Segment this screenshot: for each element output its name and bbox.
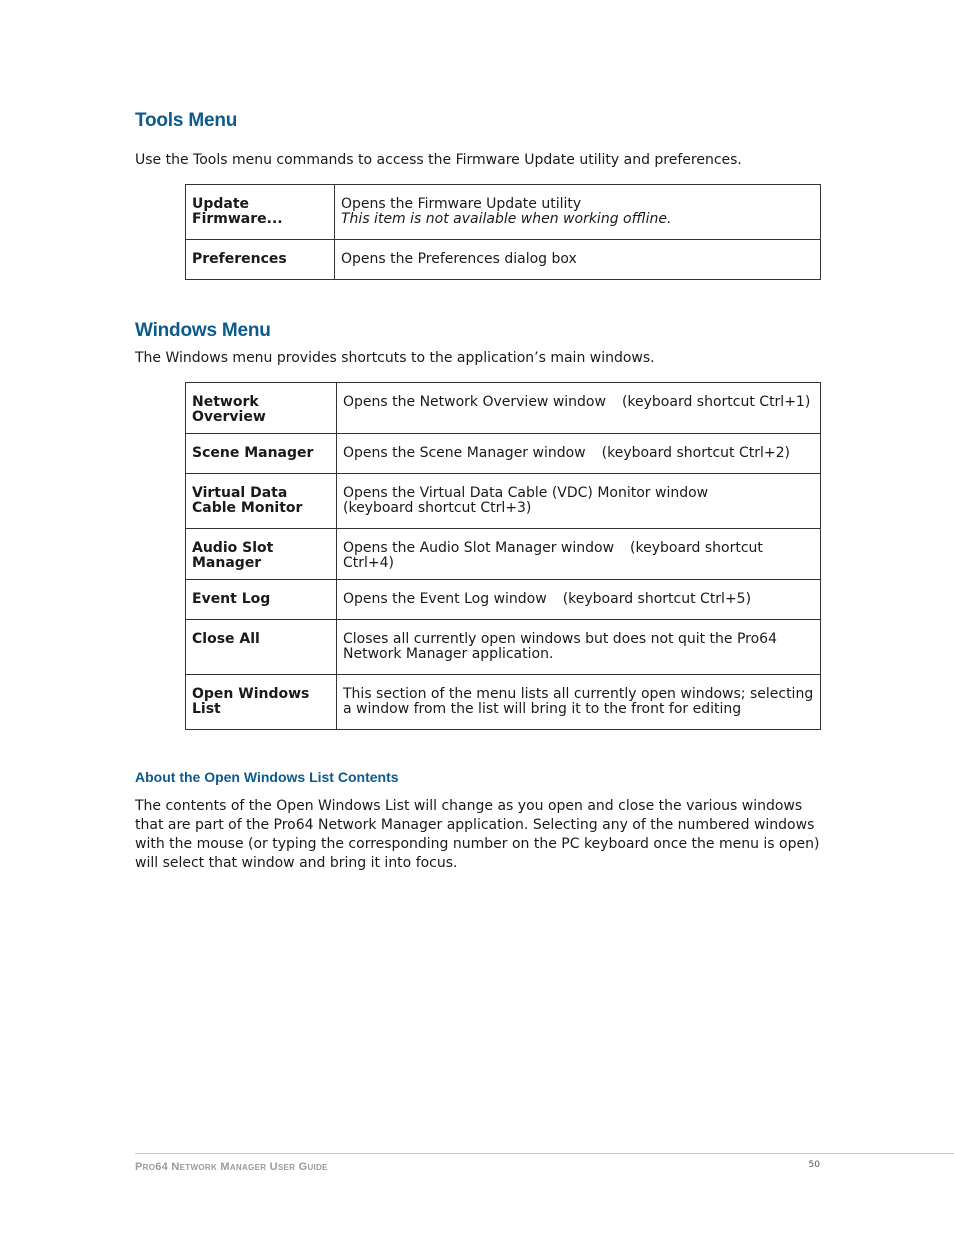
footer-divider	[135, 1153, 954, 1154]
row-description	[337, 383, 821, 434]
row-description	[337, 529, 821, 580]
row-description-text: Opens the Scene Manager window	[343, 445, 586, 461]
windows-menu-heading: Windows Menu	[135, 320, 271, 341]
about-open-windows-heading: About the Open Windows List Contents	[135, 769, 399, 785]
row-label: Close All	[186, 620, 337, 675]
row-description	[337, 580, 821, 620]
table-row	[186, 620, 821, 675]
row-description-text: Opens the Firmware Update utility	[341, 196, 582, 212]
row-label: Scene Manager	[186, 434, 337, 474]
table-row	[186, 529, 821, 580]
table-row	[186, 675, 821, 730]
row-description-text: Opens the Event Log window	[343, 591, 547, 607]
windows-menu-intro: The Windows menu provides shortcuts to the application’s main windows.	[135, 350, 655, 366]
tools-menu-intro: Use the Tools menu commands to access the Firmware Update utility and preferences.	[135, 152, 742, 168]
row-description	[337, 474, 821, 529]
row-description: Closes all currently open windows but does not quit the Pro64 Network Manager application.	[337, 620, 821, 675]
table-row	[186, 185, 821, 240]
row-shortcut: (keyboard shortcut Ctrl+2)	[601, 445, 790, 461]
row-description-text: Opens the Virtual Data Cable (VDC) Monitor window	[343, 485, 709, 501]
footer-title: Pro64 Network Manager User Guide	[135, 1161, 328, 1173]
row-description-text: Opens the Network Overview window	[343, 394, 606, 410]
table-row	[186, 474, 821, 529]
row-description	[337, 434, 821, 474]
row-note: This item is not available when working offline.	[341, 211, 672, 227]
tools-menu-table	[185, 184, 821, 280]
row-label: Event Log	[186, 580, 337, 620]
table-row	[186, 580, 821, 620]
row-label: Open Windows List	[186, 675, 337, 730]
row-label: Audio Slot Manager	[186, 529, 337, 580]
row-shortcut: (keyboard shortcut Ctrl+3)	[343, 500, 532, 516]
row-label: Network Overview	[186, 383, 337, 434]
row-shortcut: (keyboard shortcut Ctrl+1)	[621, 394, 811, 410]
row-label: Update Firmware...	[186, 185, 335, 240]
row-label: Virtual Data Cable Monitor	[186, 474, 337, 529]
page-number: 50	[808, 1160, 820, 1170]
tools-menu-heading: Tools Menu	[135, 110, 238, 131]
row-shortcut: (keyboard shortcut Ctrl+4)	[343, 540, 763, 571]
row-description-text: Opens the Audio Slot Manager window	[343, 540, 615, 556]
row-label: Preferences	[186, 240, 335, 280]
windows-menu-table	[185, 382, 821, 730]
row-shortcut: (keyboard shortcut Ctrl+5)	[562, 591, 752, 607]
table-row	[186, 434, 821, 474]
row-description: This section of the menu lists all currently open windows; selecting a window from the list will bring it to the front for editing	[337, 675, 821, 730]
row-description: Opens the Preferences dialog box	[335, 240, 821, 280]
about-open-windows-body: The contents of the Open Windows List will change as you open and close the various windows that are part of the Pro64 Network Manager application. Selecting any of the numbered windows with the mouse (or typing the corresponding number on the PC keyboard once the menu is open) will select that window and bring it into focus.	[135, 798, 820, 871]
row-description	[335, 185, 821, 240]
table-row	[186, 240, 821, 280]
table-row	[186, 383, 821, 434]
